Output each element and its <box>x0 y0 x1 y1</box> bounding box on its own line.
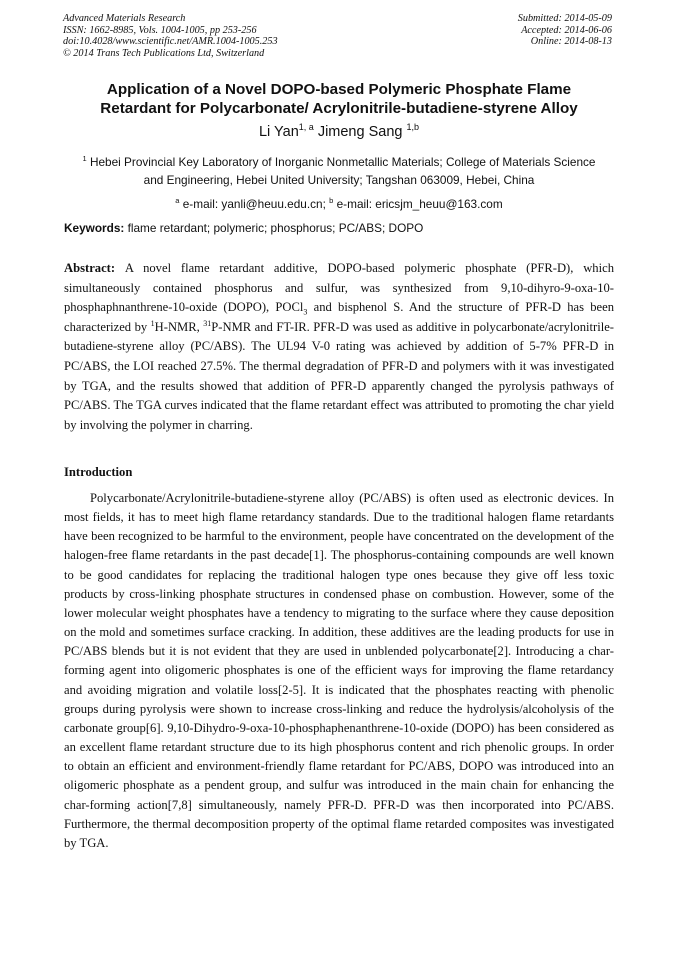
doi-link[interactable]: doi:10.4028/www.scientific.net/AMR.1004-1005.253 <box>63 36 278 48</box>
section-heading-introduction: Introduction <box>64 465 133 479</box>
subscript: 3 <box>303 307 308 317</box>
superscript: 31 <box>203 318 212 328</box>
abstract-text: P-NMR and FT-IR. PFR-D was used as additive in polycarbonate/acrylonitrile-butadiene-styrene alloy (PC/ABS). The UL94 V-0 rating was achieved by addition of 5-7% PFR-D in PC/ABS, the LOI reached 27.5%. The thermal degradation of PFR-D and polymers with it was investigated by TGA, and the results showed that addition of PFR-D apparently changed the pyrolysis pathways of PC/ABS. The TGA curves indicated that the flame retardant effect was attributed to promoting the char yield by involving the polymer in charring. <box>64 319 614 432</box>
keywords-text: flame retardant; polymeric; phosphorus; PC/ABS; DOPO <box>127 221 424 235</box>
abstract-text: and bisphenol S. And the structure of PFR-D has been characterized by <box>64 300 614 334</box>
abstract <box>64 259 614 435</box>
email-mark: a <box>175 196 180 205</box>
abstract-text: H-NMR, <box>154 319 204 334</box>
copyright-line: © 2014 Trans Tech Publications Ltd, Switzerland <box>63 47 265 59</box>
superscript: 1 <box>150 318 155 328</box>
title-line-2: Retardant for Polycarbonate/ Acrylonitrile-butadiene-styrene Alloy <box>100 100 578 117</box>
email-a[interactable]: e-mail: yanli@heuu.edu.cn; <box>182 196 326 211</box>
issn-line: ISSN: 1662-8985, Vols. 1004-1005, pp 253-256 <box>63 24 257 36</box>
keywords-label: Keywords: <box>64 221 125 235</box>
affiliation-line-2: and Engineering, Hebei United University; Tangshan 063009, Hebei, China <box>143 172 535 187</box>
affiliation <box>62 150 616 189</box>
online-date: Online: 2014-08-13 <box>530 36 612 48</box>
email-mark: b <box>329 196 334 205</box>
journal-name: Advanced Materials Research <box>63 13 186 24</box>
keywords <box>64 221 616 235</box>
journal-header <box>63 13 278 59</box>
author-affiliation-mark: 1, a <box>298 122 314 132</box>
abstract-text: A novel flame retardant additive, DOPO-based polymeric phosphate (PFR-D), which simultaneously contained phosphorus and sulfur, was synthesized from 9,10-dihyro-9-oxa-10-phosphaphnanthrene-10-oxide (DOPO), POCl <box>64 261 614 315</box>
affiliation-mark: 1 <box>82 154 87 163</box>
email-line <box>40 196 638 211</box>
author-name: Li Yan <box>258 123 299 140</box>
email-b[interactable]: e-mail: ericsjm_heuu@163.com <box>336 196 503 211</box>
author-list <box>40 122 638 140</box>
author-name: Jimeng Sang <box>317 123 403 140</box>
introduction-paragraph: Polycarbonate/Acrylonitrile-butadiene-styrene alloy (PC/ABS) is often used as electronic devices. In most fields, it has to meet high flame retardancy standards. Due to the traditional halogen flame retardants have been recognized to be harmful to the environment, people have concentrated on the development of the halogen-free flame retardants in the past decade[1]. The phosphorus-containing compounds are well known to be good candidates for replacing the traditional halogen type ones because they give off less toxic products by cross-linking phosphate structures in condensed phase on combustion. However, some of the lower molecular weight phosphates have a tendency to migrating to the surface where they cause deposition on the mold and sometimes surface cracking. In addition, these additives are the leading products for use in PC/ABS blends but it is not evident that they are used in unblended polycarbonate[2]. Introducing a char-forming agent into oligomeric phosphates is one of the efficient ways for improving the flame retardancy and avoiding migration and volatile loss[2-5]. It is indicated that the phosphates reacting with phenolic groups during pyrolysis were shown to increase cross-linking and reduce the hydrolysis/alcoholysis of the carbonate group[6]. 9,10-Dihydro-9-oxa-10-phosphaphenanthrene-10-oxide (DOPO) has been considered as an excellent flame retardant structure due to its high phosphorus content and rich phenolic groups. In order to obtain an efficient and environment-friendly flame retardant for PC/ABS, DOPO was introduced into an oligomeric phosphate as a pendent group, and sulfur was introduced in the main chain for enhancing the char-forming action[7,8] simultaneously, namely PFR-D. PFR-D was then incorporated into PC/ABS. Furthermore, the thermal decomposition property of the optimal flame retarded composites was investigated by TGA. <box>64 491 614 850</box>
abstract-label: Abstract: <box>64 261 116 275</box>
accepted-date: Accepted: 2014-06-06 <box>521 24 612 36</box>
title-line-1: Application of a Novel DOPO-based Polymeric Phosphate Flame <box>106 81 572 98</box>
affiliation-line-1: Hebei Provincial Key Laboratory of Inorganic Nonmetallic Materials; College of Materials Science <box>89 154 596 169</box>
dates-header <box>518 13 612 48</box>
submitted-date: Submitted: 2014-05-09 <box>517 13 612 24</box>
author-affiliation-mark: 1,b <box>406 122 419 132</box>
paper-title <box>40 80 638 118</box>
